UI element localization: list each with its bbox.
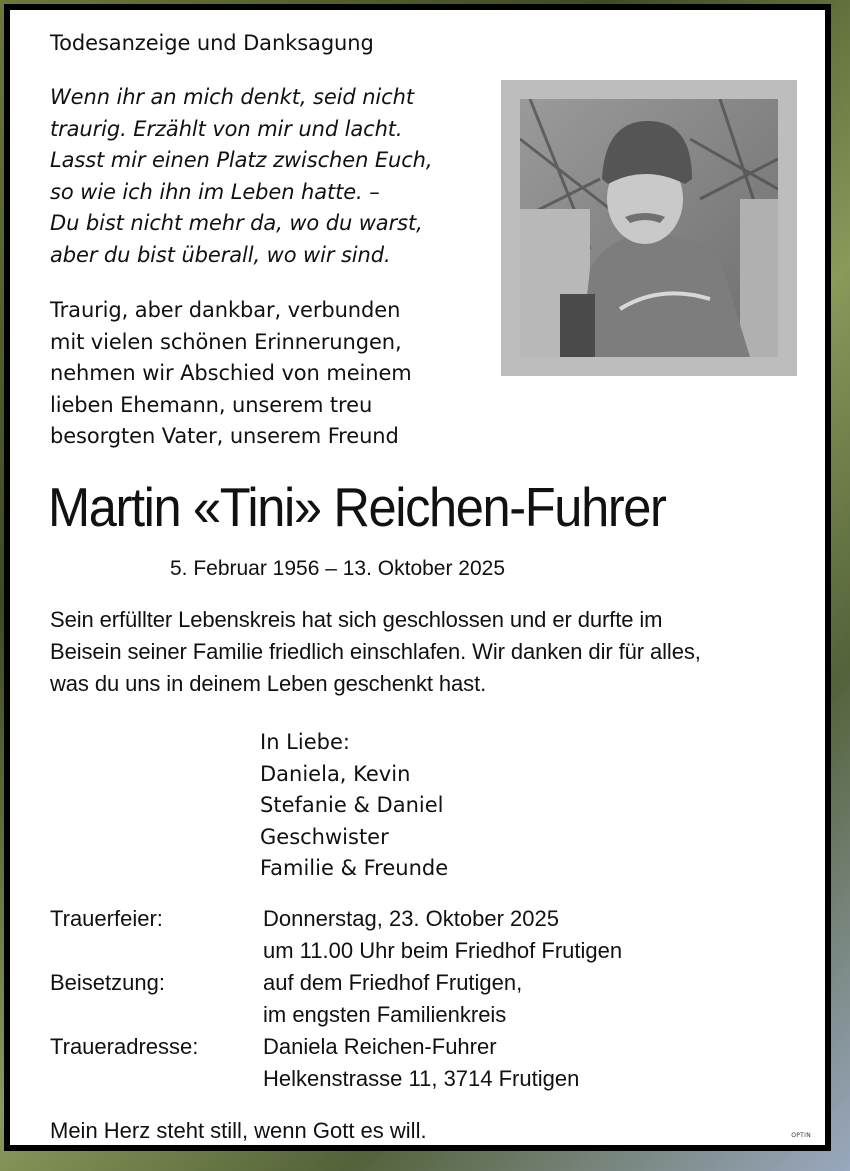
obituary-notice bbox=[10, 10, 825, 1145]
intro-line: mit vielen schönen Erinnerungen, bbox=[50, 329, 402, 354]
detail-value-line: Daniela Reichen-Fuhrer bbox=[263, 1034, 497, 1059]
optin-mark: OPTIN bbox=[791, 1132, 811, 1139]
poem-line: Du bist nicht mehr da, wo du warst, bbox=[50, 211, 423, 235]
detail-value bbox=[263, 967, 522, 1031]
life-dates-text: 5. Februar 1956 – 13. Oktober 2025 bbox=[169, 557, 506, 580]
detail-value-line: um 11.00 Uhr beim Friedhof Frutigen bbox=[263, 938, 623, 963]
intro-line: Traurig, aber dankbar, verbunden bbox=[50, 298, 401, 322]
detail-row-traueradresse bbox=[50, 1031, 810, 1095]
poem-line: aber du bist überall, wo wir sind. bbox=[50, 242, 391, 267]
service-details bbox=[50, 903, 810, 1095]
life-dates bbox=[10, 555, 825, 583]
portrait-image-icon bbox=[520, 99, 778, 357]
signer: Stefanie & Daniel bbox=[260, 793, 444, 817]
detail-value-line: Helkenstrasse 11, 3714 Frutigen bbox=[263, 1066, 580, 1091]
detail-label: Trauerfeier: bbox=[50, 906, 163, 931]
intro-line: besorgten Vater, unserem Freund bbox=[50, 424, 399, 448]
poem-line: Wenn ihr an mich denkt, seid nicht bbox=[50, 85, 414, 109]
signer: Familie & Freunde bbox=[260, 856, 449, 880]
signers-list bbox=[260, 727, 448, 885]
detail-row-trauerfeier bbox=[50, 903, 810, 967]
detail-value-line: im engsten Familienkreis bbox=[263, 1002, 507, 1027]
notice-header: Todesanzeige und Danksagung bbox=[50, 31, 374, 55]
portrait-photo bbox=[520, 99, 778, 357]
detail-row-beisetzung bbox=[50, 967, 810, 1031]
detail-value bbox=[263, 1031, 579, 1095]
poem-line: so wie ich ihn im Leben hatte. – bbox=[50, 179, 380, 204]
body-text bbox=[50, 604, 701, 700]
detail-value-line: Donnerstag, 23. Oktober 2025 bbox=[263, 906, 559, 931]
closing-line: Mein Herz steht still, wenn Gott es will. bbox=[50, 1118, 427, 1143]
detail-value-line: auf dem Friedhof Frutigen, bbox=[263, 970, 523, 995]
poem-line: traurig. Erzählt von mir und lacht. bbox=[50, 116, 403, 141]
intro-text bbox=[50, 295, 412, 453]
signers-intro: In Liebe: bbox=[260, 730, 350, 754]
portrait-mat bbox=[501, 80, 797, 376]
poem bbox=[50, 82, 432, 271]
deceased-name: Martin «Tini» Reichen-Fuhrer bbox=[48, 476, 666, 538]
intro-line: nehmen wir Abschied von meinem bbox=[50, 361, 412, 385]
body-line: Beisein seiner Familie friedlich einschlafen. Wir danken dir für alles, bbox=[50, 639, 701, 664]
body-line: was du uns in deinem Leben geschenkt hast. bbox=[50, 671, 487, 696]
signer: Geschwister bbox=[260, 824, 389, 849]
poem-line: Lasst mir einen Platz zwischen Euch, bbox=[50, 148, 433, 172]
detail-label: Traueradresse: bbox=[50, 1034, 199, 1059]
detail-label: Beisetzung: bbox=[50, 970, 165, 995]
signer: Daniela, Kevin bbox=[260, 761, 411, 786]
body-line: Sein erfüllter Lebenskreis hat sich geschlossen und er durfte im bbox=[50, 607, 663, 632]
detail-value bbox=[263, 903, 622, 967]
intro-line: lieben Ehemann, unserem treu bbox=[50, 392, 373, 417]
notice-frame bbox=[4, 4, 831, 1151]
